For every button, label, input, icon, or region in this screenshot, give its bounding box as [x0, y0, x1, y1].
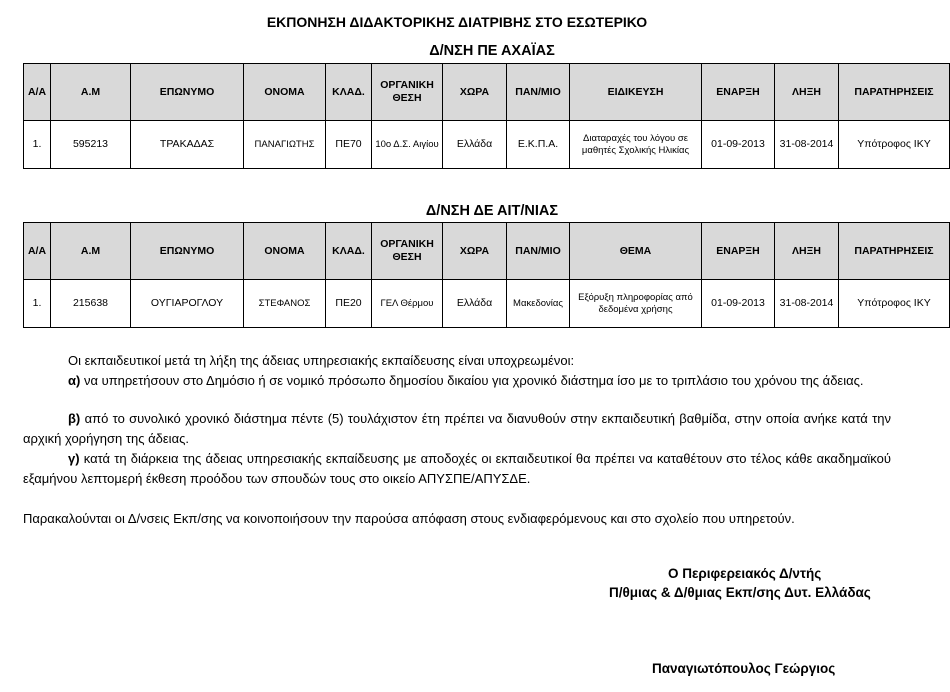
header-cell: ΠΑΡΑΤΗΡΗΣΕΙΣ: [839, 64, 950, 121]
signature-department: Π/θμιας & Δ/θμιας Εκπ/σης Δυτ. Ελλάδας: [609, 585, 871, 600]
table-cell: Ελλάδα: [443, 280, 507, 328]
table-cell: 595213: [51, 121, 131, 169]
section-title-achaia: Δ/ΝΣΗ ΠΕ ΑΧΑΪΑΣ: [429, 43, 555, 59]
table-header-row: [24, 64, 950, 121]
header-cell: ΧΩΡΑ: [443, 223, 507, 280]
section-title-aitoloakarnania: Δ/ΝΣΗ ΔΕ ΑΙΤ/ΝΙΑΣ: [425, 203, 559, 219]
table-cell: Ε.Κ.Π.Α.: [507, 121, 570, 169]
obligation-a-label: α): [68, 373, 81, 388]
table-cell: 10ο Δ.Σ. Αιγίου: [372, 121, 443, 169]
table-cell: ΠΕ20: [326, 280, 372, 328]
table-cell: Ελλάδα: [443, 121, 507, 169]
header-cell: ΛΗΞΗ: [775, 223, 839, 280]
obligation-a-text: να υπηρετήσουν στο Δημόσιο ή σε νομικό πρόσωπο δημοσίου δικαίου για χρονικό διάστημα ίσο με το τριπλάσιο του χρόνου της άδειας.: [83, 373, 864, 388]
obligations-intro: Οι εκπαιδευτικοί μετά τη λήξη της άδειας υπηρεσιακής εκπαίδευσης είναι υποχρεωμένοι:: [68, 353, 575, 368]
table-cell: 31-08-2014: [775, 280, 839, 328]
document-title: ΕΚΠΟΝΗΣΗ ΔΙΔΑΚΤΟΡΙΚΗΣ ΔΙΑΤΡΙΒΗΣ ΣΤΟ ΕΣΩΤΕΡΙΚΟ: [266, 14, 648, 30]
header-cell: Α.Μ: [51, 64, 131, 121]
table-cell: Υπότροφος ΙΚΥ: [839, 280, 950, 328]
header-cell: ΟΝΟΜΑ: [244, 223, 326, 280]
table-cell: ΠΑΝΑΓΙΩΤΗΣ: [244, 121, 326, 169]
header-cell: ΚΛΑΔ.: [326, 223, 372, 280]
header-cell: ΕΙΔΙΚΕΥΣΗ: [570, 64, 702, 121]
header-cell: ΘΕΜΑ: [570, 223, 702, 280]
obligation-b-label: β): [68, 411, 81, 426]
header-cell: ΠΑΝ/ΜΙΟ: [507, 223, 570, 280]
table-cell: 215638: [51, 280, 131, 328]
table-cell: 1.: [24, 280, 51, 328]
header-cell: ΛΗΞΗ: [775, 64, 839, 121]
header-cell: ΕΠΩΝΥΜΟ: [131, 223, 244, 280]
signature-name: Παναγιωτόπουλος Γεώργιος: [652, 661, 836, 676]
header-cell: ΕΠΩΝΥΜΟ: [131, 64, 244, 121]
table-cell: ΠΕ70: [326, 121, 372, 169]
obligation-b-text: από το συνολικό χρονικό διάστημα πέντε (5) τουλάχιστον έτη πρέπει να διανυθούν στην εκπαιδευτική βαθμίδα, στην οποία ανήκε κατά την αρχική χορήγηση της άδειας.: [23, 411, 891, 446]
obligation-a: [23, 371, 891, 391]
table-row: [24, 280, 950, 328]
obligation-c-label: γ): [68, 451, 80, 466]
obligation-b: [23, 409, 891, 449]
signature-title: Ο Περιφερειακός Δ/ντής: [668, 566, 822, 581]
header-cell: ΟΡΓΑΝΙΚΗ ΘΕΣΗ: [372, 64, 443, 121]
table-cell: 1.: [24, 121, 51, 169]
header-cell: Α.Μ: [51, 223, 131, 280]
table-cell: ΤΡΑΚΑΔΑΣ: [131, 121, 244, 169]
table-cell: ΓΕΛ Θέρμου: [372, 280, 443, 328]
table-cell: 31-08-2014: [775, 121, 839, 169]
table-cell: ΟΥΓΙΑΡΟΓΛΟΥ: [131, 280, 244, 328]
table-cell: Διαταραχές του λόγου σε μαθητές Σχολικής Ηλικίας: [570, 121, 702, 169]
table-row: [24, 121, 950, 169]
table-cell: ΣΤΕΦΑΝΟΣ: [244, 280, 326, 328]
table-achaia: [23, 63, 950, 169]
header-cell: ΠΑΝ/ΜΙΟ: [507, 64, 570, 121]
obligation-c-text: κατά τη διάρκεια της άδειας υπηρεσιακής εκπαίδευσης με αποδοχές οι εκπαιδευτικοί θα πρέπει να καταθέτουν στο τέλος κάθε ακαδημαϊκού εξαμήνου λεπτομερή έκθεση προόδου των σπουδών τους στο οικείο ΑΠΥΣΠΕ/ΑΠΥΣΔΕ.: [23, 451, 891, 486]
obligation-c: [23, 449, 891, 489]
header-cell: Α/Α: [24, 64, 51, 121]
request-paragraph: Παρακαλούνται οι Δ/νσεις Εκπ/σης να κοινοποιήσουν την παρούσα απόφαση στους ενδιαφερόμενους και στο σχολείο που υπηρετούν.: [23, 511, 795, 526]
table-cell: 01-09-2013: [702, 121, 775, 169]
header-cell: Α/Α: [24, 223, 51, 280]
table-cell: Μακεδονίας: [507, 280, 570, 328]
table-aitoloakarnania: [23, 222, 950, 328]
header-cell: ΚΛΑΔ.: [326, 64, 372, 121]
table-cell: 01-09-2013: [702, 280, 775, 328]
table-header-row: [24, 223, 950, 280]
header-cell: ΟΡΓΑΝΙΚΗ ΘΕΣΗ: [372, 223, 443, 280]
header-cell: ΕΝΑΡΞΗ: [702, 64, 775, 121]
header-cell: ΟΝΟΜΑ: [244, 64, 326, 121]
header-cell: ΕΝΑΡΞΗ: [702, 223, 775, 280]
table-cell: Εξόρυξη πληροφορίας από δεδομένα χρήσης: [570, 280, 702, 328]
header-cell: ΧΩΡΑ: [443, 64, 507, 121]
header-cell: ΠΑΡΑΤΗΡΗΣΕΙΣ: [839, 223, 950, 280]
table-cell: Υπότροφος ΙΚΥ: [839, 121, 950, 169]
